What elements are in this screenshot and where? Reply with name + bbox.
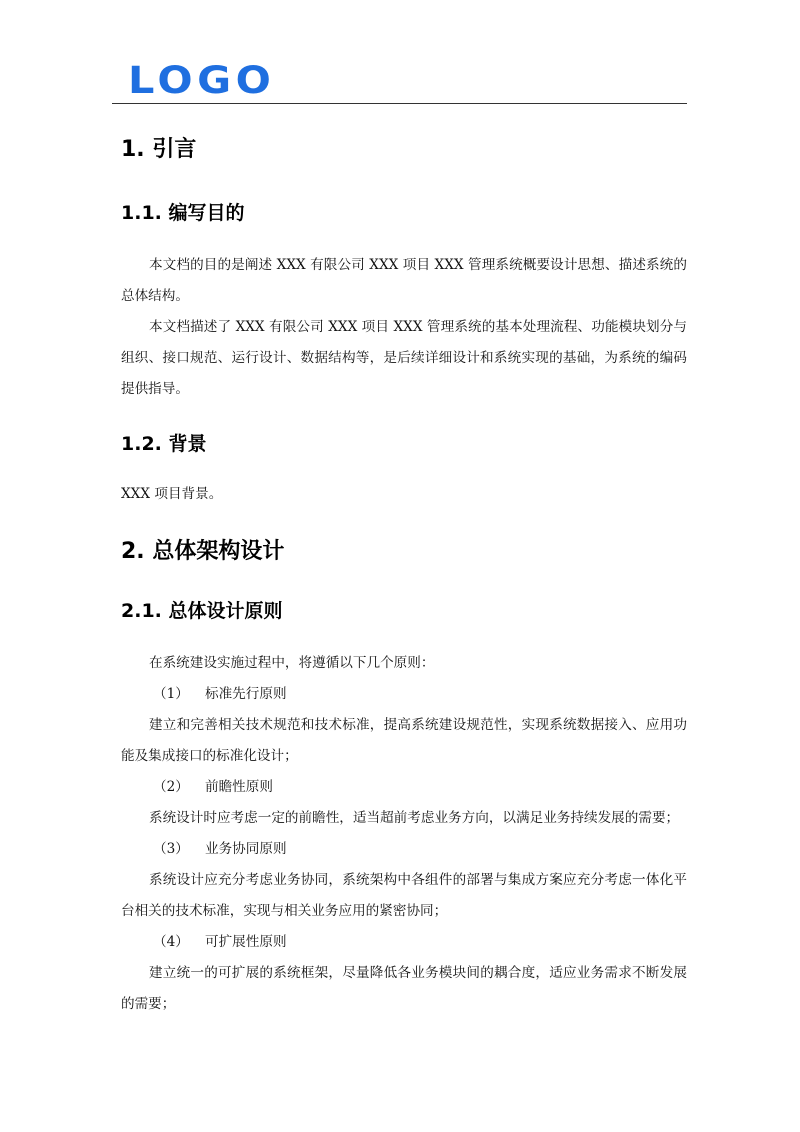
- principle-description-3: 系统设计应充分考虑业务协同，系统架构中各组件的部署与集成方案应充分考虑一体化平台相关的技术标准，实现与相关业务应用的紧密协同；: [121, 872, 687, 919]
- paragraph-purpose-1: 本文档的目的是阐述 XXX 有限公司 XXX 项目 XXX 管理系统概要设计思想、描述系统的总体结构。: [121, 257, 687, 304]
- principle-number: （3）: [153, 841, 189, 857]
- principle-item-4: [121, 927, 687, 958]
- paragraph-background: XXX 项目背景。: [121, 486, 223, 502]
- subsection-heading-1-1: 1.1. 编写目的: [121, 202, 245, 224]
- subsection-heading-1-2: 1.2. 背景: [121, 433, 207, 455]
- paragraph-purpose-2: 本文档描述了 XXX 有限公司 XXX 项目 XXX 管理系统的基本处理流程、功能模块划分与组织、接口规范、运行设计、数据结构等，是后续详细设计和系统实现的基础，为系统的编码提供指导。: [121, 319, 687, 397]
- principle-name: 标准先行原则: [205, 686, 287, 702]
- section-heading-1: 1. 引言: [121, 137, 197, 162]
- header-divider: [112, 103, 687, 104]
- principle-item-2: [121, 772, 687, 803]
- principle-name: 可扩展性原则: [205, 934, 287, 950]
- principle-number: （4）: [153, 934, 189, 950]
- document-body: [121, 130, 687, 1020]
- principle-number: （2）: [153, 779, 189, 795]
- logo: LOGO: [128, 59, 276, 102]
- principle-description-2: 系统设计时应考虑一定的前瞻性，适当超前考虑业务方向，以满足业务持续发展的需要；: [149, 810, 680, 826]
- principle-description-4: 建立统一的可扩展的系统框架，尽量降低各业务模块间的耦合度，适应业务需求不断发展的需要；: [121, 965, 687, 1012]
- principle-name: 前瞻性原则: [205, 779, 273, 795]
- section-heading-2: 2. 总体架构设计: [121, 539, 285, 564]
- subsection-heading-2-1: 2.1. 总体设计原则: [121, 600, 283, 622]
- principle-item-3: [121, 834, 687, 865]
- paragraph-principles-intro: 在系统建设实施过程中，将遵循以下几个原则：: [149, 655, 435, 671]
- principle-number: （1）: [153, 686, 189, 702]
- principle-description-1: 建立和完善相关技术规范和技术标准，提高系统建设规范性，实现系统数据接入、应用功能及集成接口的标准化设计；: [121, 717, 687, 764]
- principle-item-1: [121, 679, 687, 710]
- principle-name: 业务协同原则: [205, 841, 287, 857]
